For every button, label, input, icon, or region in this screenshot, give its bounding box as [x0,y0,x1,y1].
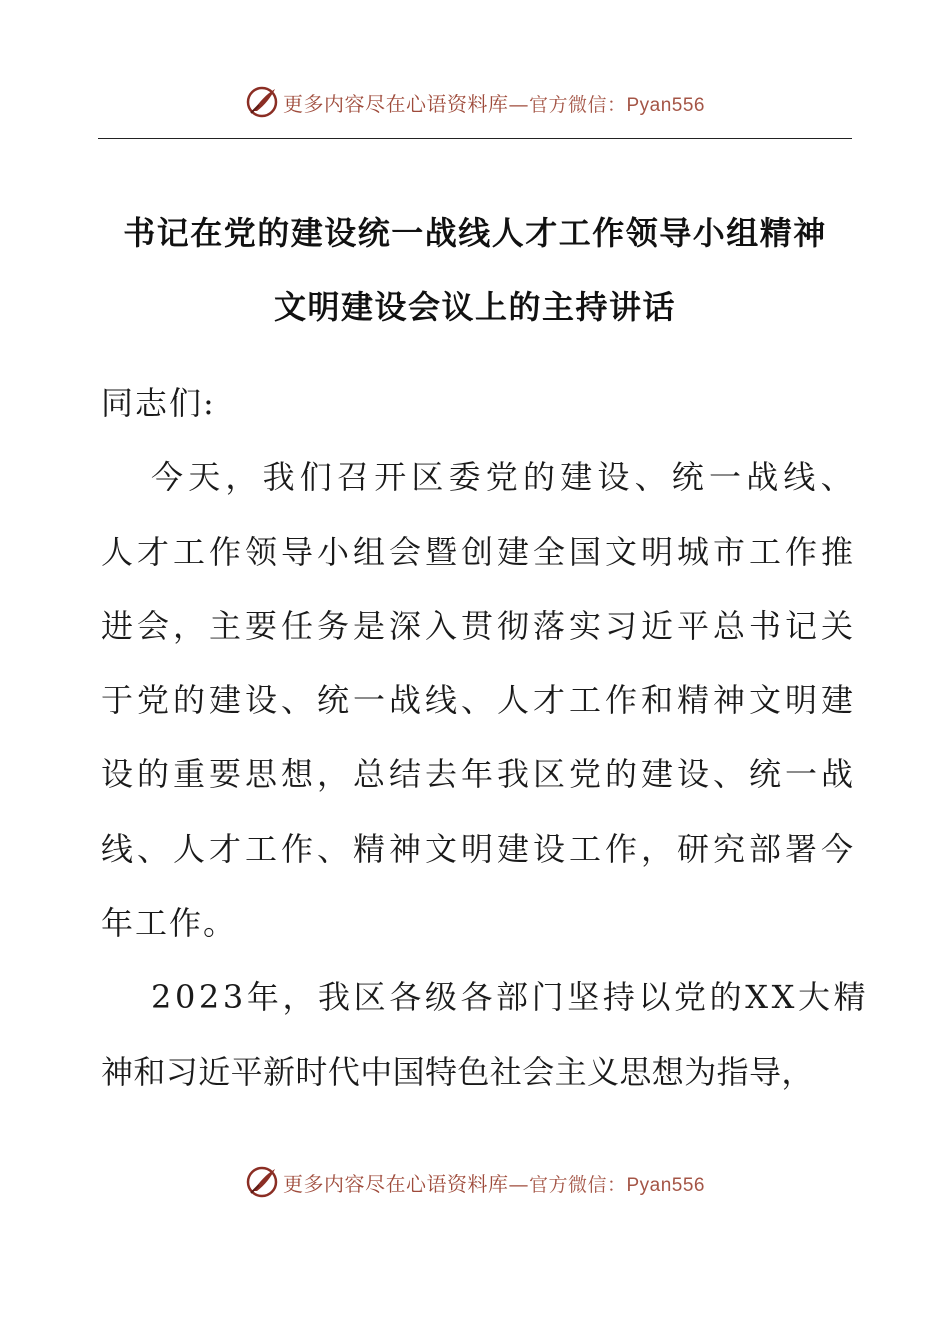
document-body [101,366,870,1109]
document-title [98,196,852,344]
watermark-separator: — [508,1171,529,1196]
body-line: 年工作。 [101,904,238,943]
footer-watermark [0,1162,950,1202]
body-line: 神和习近平新时代中国特色社会主义思想为指导， [101,1052,814,1091]
watermark-wechat: 官方微信：Pyan556 [528,94,705,116]
body-line: 进会，主要任务是深入贯彻落实习近平总书记关 [101,606,853,645]
watermark-site: 更多内容尽在心语资料库 [282,91,509,116]
watermark-text [283,1168,705,1197]
title-line-2: 文明建设会议上的主持讲话 [273,288,676,326]
watermark-text [283,88,705,117]
header-watermark [0,82,950,122]
watermark-separator: — [508,91,529,116]
quill-logo-icon [245,1165,279,1199]
watermark-wechat: 官方微信：Pyan556 [528,1174,705,1196]
body-line: 设的重要思想，总结去年我区党的建设、统一战 [101,755,853,794]
title-line-1: 书记在党的建设统一战线人才工作领导小组精神 [123,214,827,252]
body-line: 于党的建设、统一战线、人才工作和精神文明建 [101,681,853,720]
watermark-site: 更多内容尽在心语资料库 [282,1171,509,1196]
body-line: 2023年，我区各级各部门坚持以党的XX大精 [151,978,870,1017]
quill-logo-icon [245,85,279,119]
body-line: 人才工作领导小组会暨创建全国文明城市工作推 [101,532,853,571]
body-line: 线、人才工作、精神文明建设工作，研究部署今 [101,829,853,868]
header-rule [98,138,852,139]
body-line: 今天，我们召开区委党的建设、统一战线、 [151,458,858,497]
salutation: 同志们: [101,384,216,422]
